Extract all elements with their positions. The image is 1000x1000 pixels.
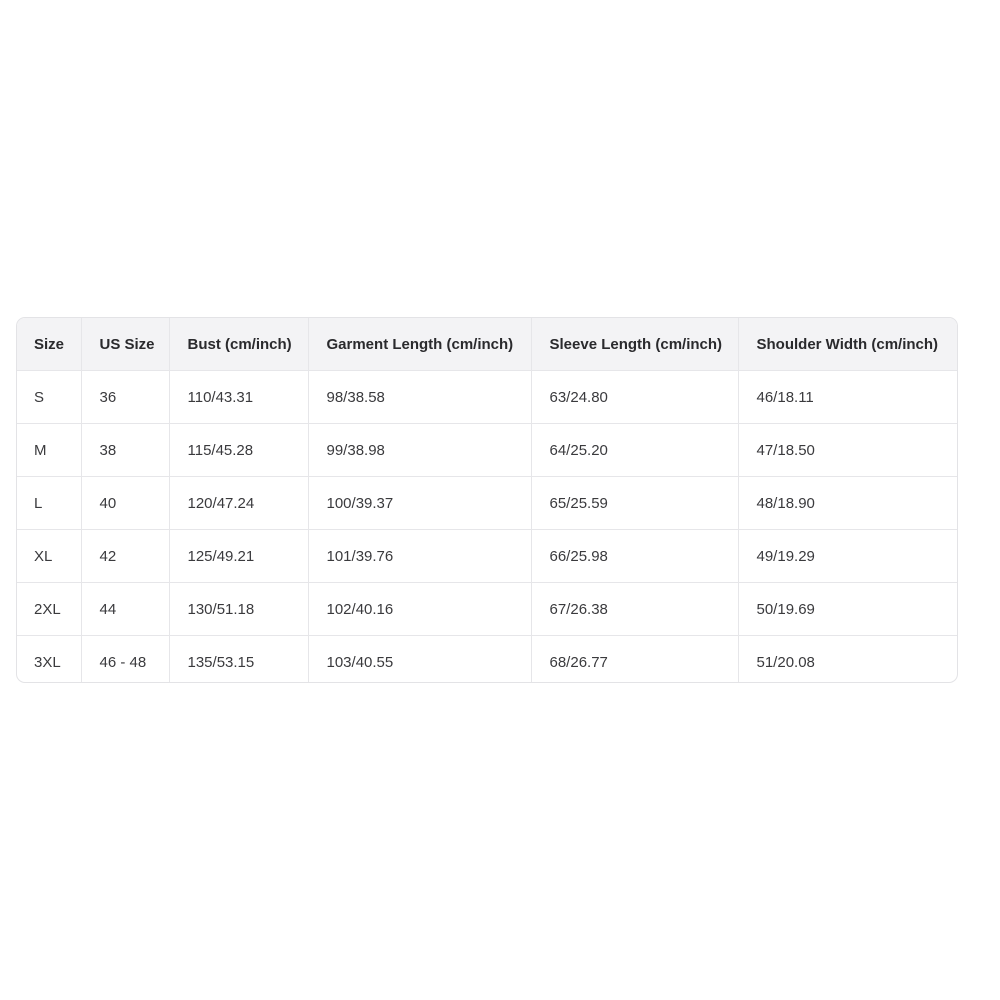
size-chart-container	[16, 317, 958, 683]
cell-garment-length: 103/40.55	[308, 636, 531, 684]
header-garment-length: Garment Length (cm/inch)	[308, 318, 531, 371]
table-row	[17, 424, 957, 477]
cell-shoulder-width: 47/18.50	[738, 424, 957, 477]
cell-bust: 130/51.18	[169, 583, 308, 636]
header-shoulder-width: Shoulder Width (cm/inch)	[738, 318, 957, 371]
cell-sleeve-length: 65/25.59	[531, 477, 738, 530]
cell-bust: 110/43.31	[169, 371, 308, 424]
cell-bust: 120/47.24	[169, 477, 308, 530]
cell-shoulder-width: 46/18.11	[738, 371, 957, 424]
cell-sleeve-length: 63/24.80	[531, 371, 738, 424]
cell-shoulder-width: 51/20.08	[756, 653, 815, 671]
table-row	[17, 477, 957, 530]
cell-shoulder-width: 48/18.90	[738, 477, 957, 530]
cell-us-size: 44	[81, 583, 169, 636]
cell-garment-length: 100/39.37	[308, 477, 531, 530]
header-row	[17, 318, 957, 371]
cell-us-size: 36	[81, 371, 169, 424]
cell-us-size: 42	[81, 530, 169, 583]
cell-size: XL	[17, 530, 81, 583]
cell-size: 2XL	[17, 583, 81, 636]
cell-garment-length: 98/38.58	[308, 371, 531, 424]
table-row	[17, 530, 957, 583]
cell-bust: 125/49.21	[169, 530, 308, 583]
cell-bust: 115/45.28	[169, 424, 308, 477]
cell-sleeve-length: 67/26.38	[531, 583, 738, 636]
cell-shoulder-width: 50/19.69	[738, 583, 957, 636]
cell-garment-length: 101/39.76	[308, 530, 531, 583]
cell-size: L	[17, 477, 81, 530]
cell-size: S	[17, 371, 81, 424]
table-row	[17, 371, 957, 424]
cell-shoulder-width: 49/19.29	[738, 530, 957, 583]
cell-size: M	[17, 424, 81, 477]
cell-sleeve-length: 64/25.20	[531, 424, 738, 477]
header-us-size: US Size	[81, 318, 169, 371]
cell-us-size: 38	[81, 424, 169, 477]
cell-size: 3XL	[17, 636, 81, 684]
size-chart-table	[17, 318, 957, 683]
cell-garment-length: 102/40.16	[308, 583, 531, 636]
cell-sleeve-length: 68/26.77	[531, 636, 738, 684]
table-row	[17, 636, 957, 684]
cell-sleeve-length: 66/25.98	[531, 530, 738, 583]
header-bust: Bust (cm/inch)	[169, 318, 308, 371]
header-sleeve-length: Sleeve Length (cm/inch)	[531, 318, 738, 371]
cell-us-size: 40	[81, 477, 169, 530]
cell-bust: 135/53.15	[169, 636, 308, 684]
table-row	[17, 583, 957, 636]
header-size: Size	[17, 318, 81, 371]
cell-garment-length: 99/38.98	[308, 424, 531, 477]
cell-us-size: 46 - 48	[81, 636, 169, 684]
